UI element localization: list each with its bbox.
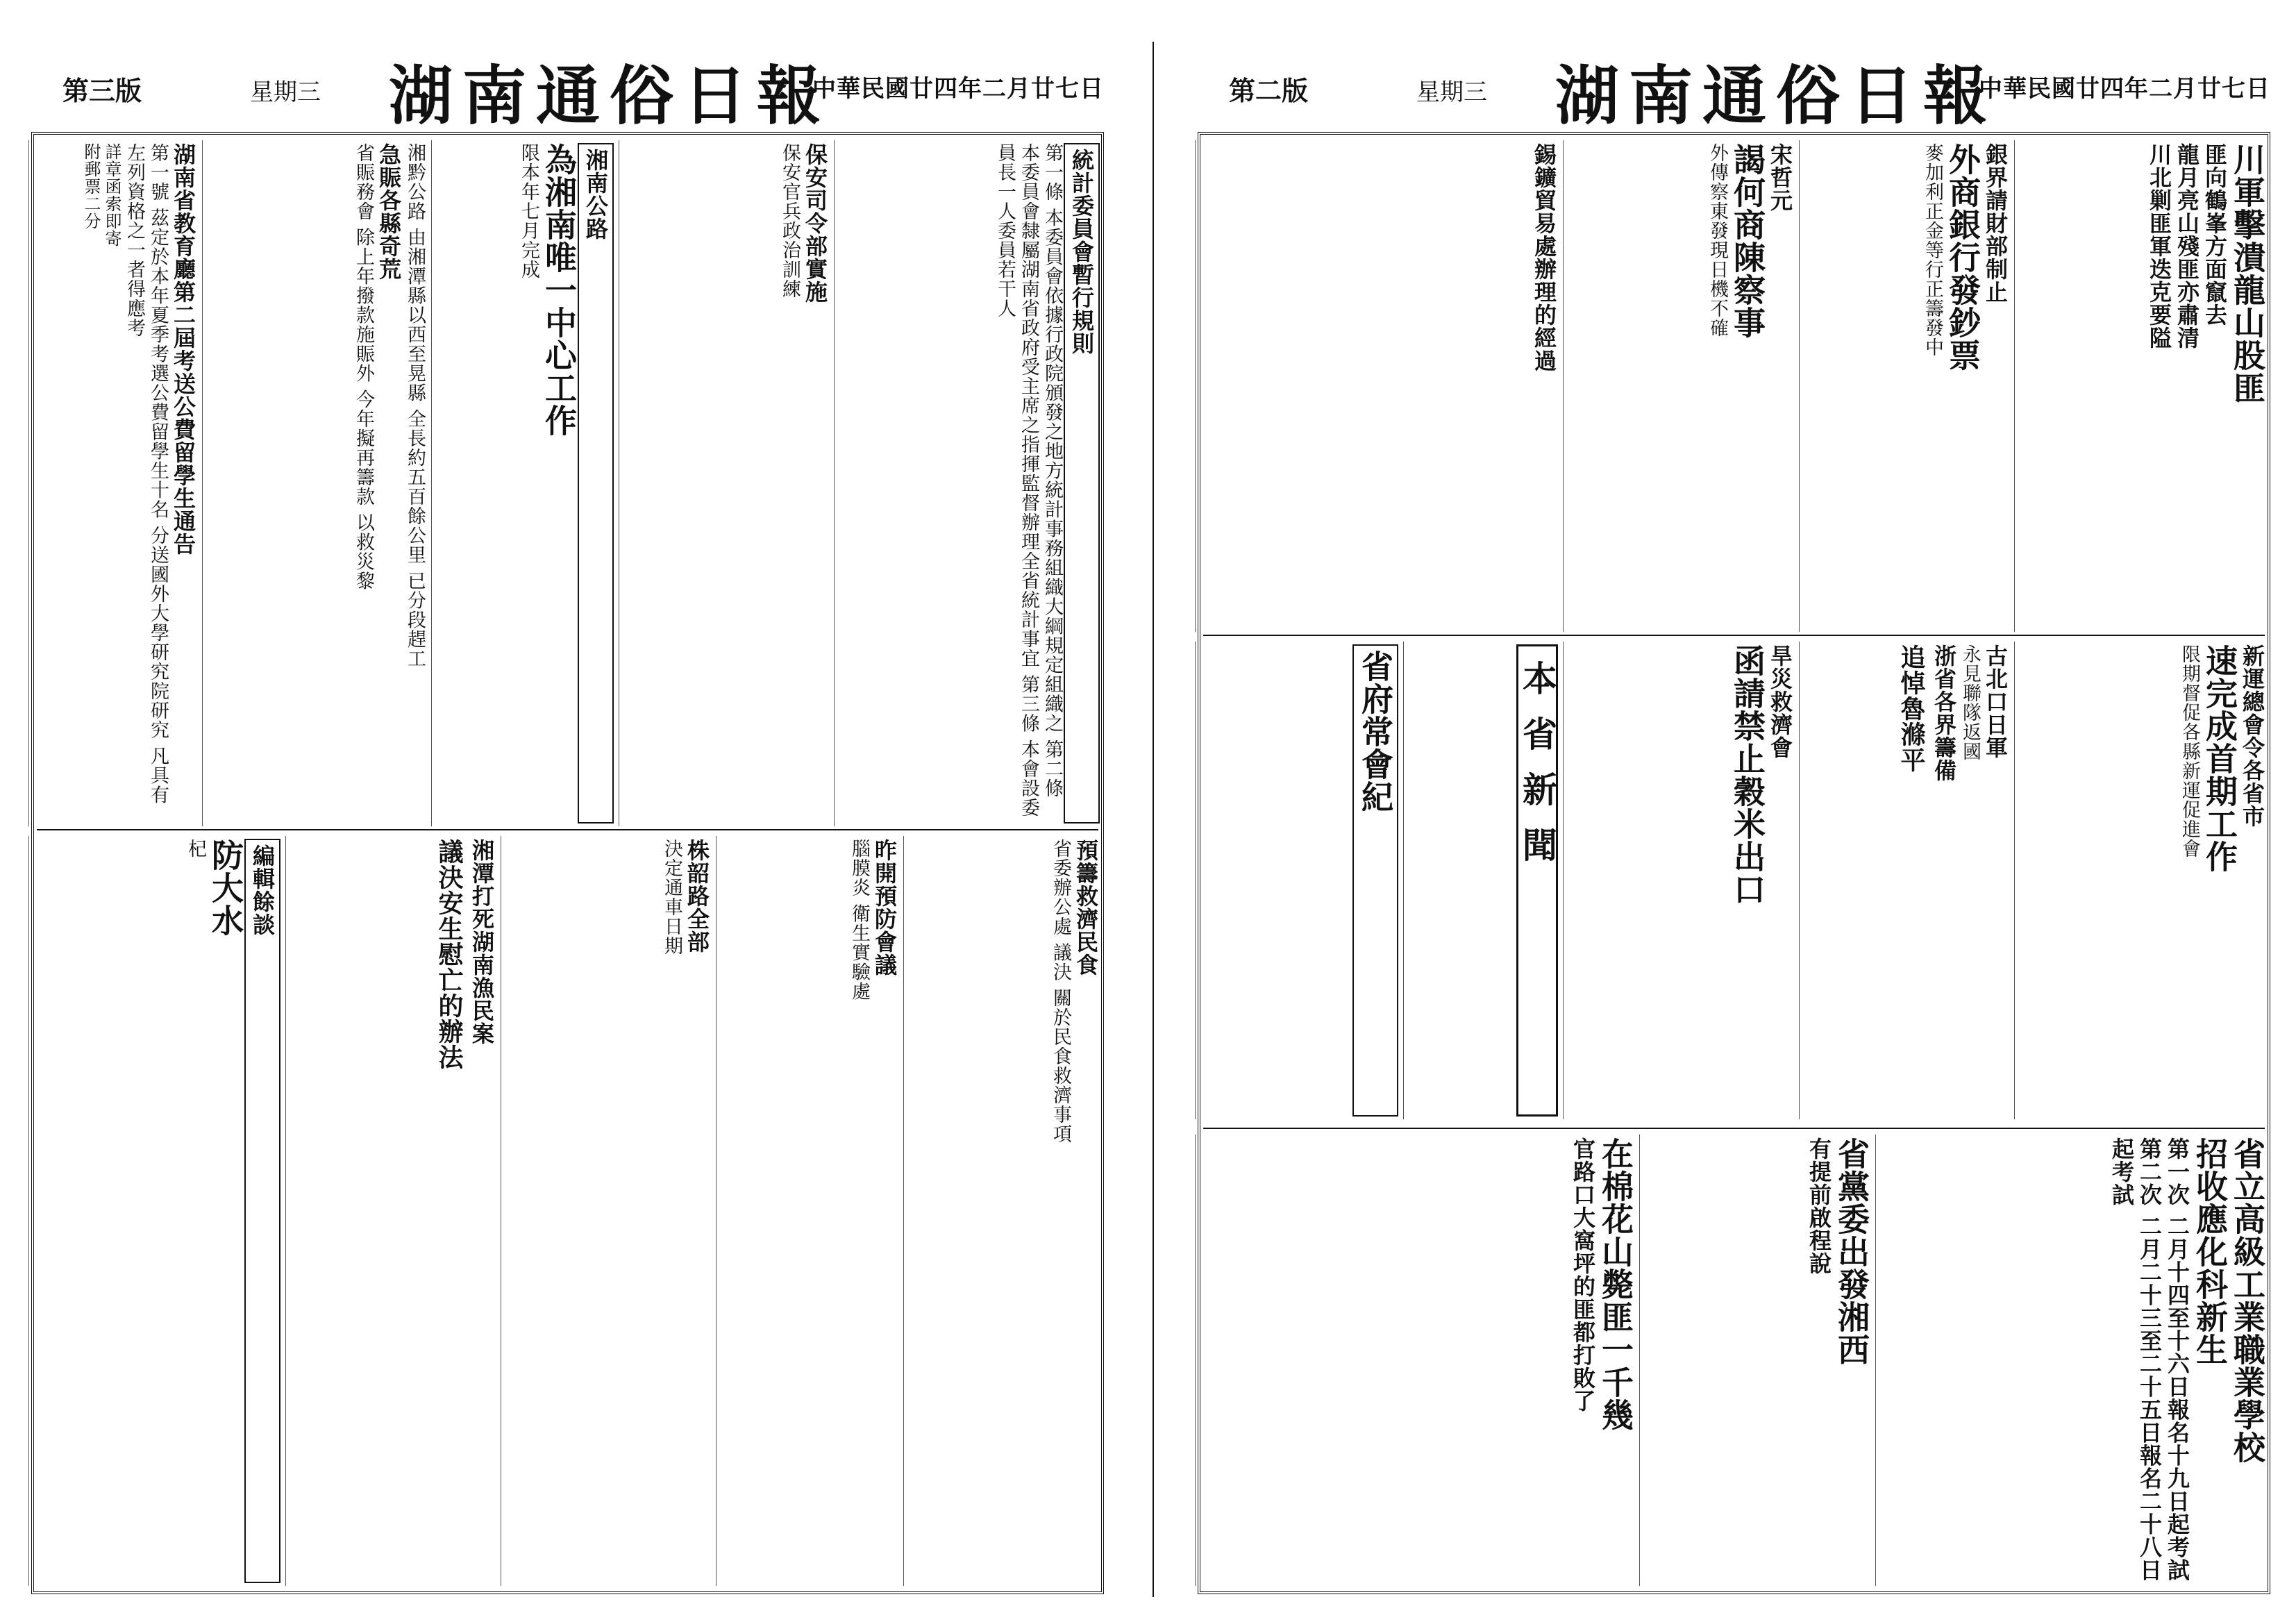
right-column-bandits bbox=[2014, 140, 2268, 632]
hills-title: 在棉花山斃匪一千幾 bbox=[1597, 1137, 1634, 1431]
regulations-title: 統計委員會暫行規則 bbox=[1064, 143, 1100, 823]
left-edition-label: 第三版 bbox=[62, 75, 142, 106]
right-column-movement bbox=[2014, 642, 2268, 1119]
left-column-regulations bbox=[834, 140, 1101, 826]
left-column-security bbox=[619, 140, 830, 826]
movement-title: 新運總會令各省市 bbox=[2239, 644, 2265, 828]
left-weekday: 星期三 bbox=[250, 78, 321, 106]
right-weekday: 星期三 bbox=[1416, 78, 1487, 106]
bandits-sub3: 川北剿匪軍迭克要隘 bbox=[2146, 143, 2172, 349]
right-column-song bbox=[1563, 140, 1795, 632]
song-body: 外傳察東發現日機不確 bbox=[1707, 143, 1728, 337]
hills-body: 官路口大窩坪的匪都打敗了 bbox=[1570, 1137, 1596, 1412]
bandits-sub1: 匪向鶴峯方面竄去 bbox=[2202, 143, 2228, 326]
left-masthead bbox=[35, 42, 1104, 133]
meeting-title: 昨開預防會議 bbox=[871, 839, 898, 976]
zhejiang-body: 追悼魯滌平 bbox=[1897, 644, 1926, 773]
railway-body: 限本年七月完成 bbox=[518, 143, 539, 279]
left-content-frame bbox=[31, 132, 1104, 1594]
right-column-party bbox=[1639, 1135, 1872, 1586]
banks-body: 麥加利正金等行正籌發中 bbox=[1922, 143, 1943, 357]
railway-title: 湘南公路 bbox=[578, 143, 614, 823]
right-column-local bbox=[1195, 140, 1559, 632]
page-gutter bbox=[1153, 42, 1154, 1597]
right-column-council bbox=[1195, 642, 1400, 1119]
security-title: 保安司令部實施 bbox=[802, 143, 828, 303]
left-column-meeting bbox=[716, 836, 900, 1586]
banks-title: 外商銀行發鈔票 bbox=[1944, 143, 1981, 371]
right-column-banks bbox=[1799, 140, 2011, 632]
school-line2: 第二次 二月二十三至二十五日報名二十八日起考試 bbox=[2109, 1137, 2163, 1582]
school-sub: 招收應化科新生 bbox=[2191, 1137, 2229, 1366]
right-content-frame bbox=[1198, 132, 2270, 1594]
left-column-fishermen bbox=[285, 836, 497, 1586]
right-divider-1 bbox=[1203, 635, 2265, 636]
relief-body: 省賑務會 除上年撥款施賑外 今年擬再籌款 以救災黎 bbox=[353, 143, 374, 591]
party-body: 有提前啟程說 bbox=[1806, 1137, 1832, 1275]
right-column-grain bbox=[1563, 642, 1795, 1119]
council-title: 省府常會紀 bbox=[1352, 644, 1398, 1117]
editorial-author: 杞 bbox=[185, 839, 206, 858]
ad-price: 附郵票二分 bbox=[81, 143, 101, 230]
right-column-school-ad bbox=[1875, 1135, 2268, 1586]
movement-sub: 速完成首期工作 bbox=[2201, 644, 2238, 873]
left-newspaper-title: 湖南通俗日報 bbox=[389, 58, 831, 133]
editorial-title: 編輯餘談 bbox=[244, 839, 280, 1583]
local-news-label: 本省新聞 bbox=[1516, 644, 1558, 1117]
relief-title: 急賑各縣奇荒 bbox=[376, 143, 402, 281]
school-title: 省立高級工業職業學校 bbox=[2229, 1137, 2266, 1464]
central-body: 湘黔公路 由湘潭縣以西至晃縣 全長約五百餘公里 已分段趕工 bbox=[404, 143, 426, 669]
right-issue-date: 中華民國廿四年二月廿七日 bbox=[1979, 75, 2270, 103]
bandits-title: 川軍擊潰龍山股匪 bbox=[2229, 143, 2266, 404]
education-title: 湖南省教育廳第二屆考送公費留學生通告 bbox=[170, 143, 196, 555]
rail-body: 決定通車日期 bbox=[661, 839, 682, 955]
left-column-relief2 bbox=[903, 836, 1101, 1586]
right-newspaper-title: 湖南通俗日報 bbox=[1555, 58, 1997, 133]
right-newspaper-page bbox=[1173, 21, 2284, 1601]
left-column-editorial bbox=[28, 836, 282, 1586]
banks-sub: 銀界請財部制止 bbox=[1982, 143, 2009, 303]
bandits-sub2: 龍月亮山殘匪亦肅清 bbox=[2174, 143, 2200, 349]
editorial-subtitle: 防大水 bbox=[207, 839, 244, 937]
relief2-body: 省委辦公處 議決 關於民食救濟事項 bbox=[1050, 839, 1071, 1144]
left-column-rail bbox=[501, 836, 712, 1586]
left-column-education bbox=[28, 140, 199, 826]
zhejiang-title: 浙省各界籌備 bbox=[1931, 644, 1957, 782]
meeting-body: 腦膜炎 衛生實驗處 bbox=[848, 839, 870, 1001]
regulations-body: 第一條 本委員會依據行政院頒發之地方統計事務組織大綱規定組織之 第二條 本委員會隸屬湖南省政府受主席之指揮監督辦理全省統計事宜 第三條 本會設委員長一人委員若干人 bbox=[994, 143, 1063, 818]
japan-body: 永見聯隊返國 bbox=[1959, 644, 1981, 761]
left-column-central bbox=[202, 140, 428, 826]
right-column-hills bbox=[1195, 1135, 1636, 1586]
central-title: 為湘南唯一中心工作 bbox=[540, 143, 578, 437]
rail-title: 株韶路全部 bbox=[684, 839, 710, 953]
ad-label: 詳章函索即寄 bbox=[102, 143, 121, 247]
movement-body: 限期督促各縣新運促進會 bbox=[2179, 644, 2200, 858]
right-column-japan bbox=[1799, 642, 2011, 1119]
grain-sub: 旱災救濟會 bbox=[1767, 644, 1793, 759]
fishermen-title: 湘潭打死湖南漁民案 bbox=[469, 839, 495, 1045]
local-title: 錫鑛貿易處辦理的經過 bbox=[1531, 143, 1557, 372]
party-title: 省黨委出發湘西 bbox=[1833, 1137, 1870, 1366]
education-body: 第一號 茲定於本年夏季考選公費留學生十名 分送國外大學研究院研究 凡具有左列資格之一者得應考 bbox=[124, 143, 169, 805]
right-edition-label: 第二版 bbox=[1229, 75, 1309, 106]
fishermen-body: 議決安生慰亡的辦法 bbox=[435, 839, 464, 1070]
japan-title: 古北口日軍 bbox=[1982, 644, 2009, 759]
left-column-railway bbox=[431, 140, 615, 826]
school-line1: 第一次 二月十四至十六日報名十九日起考試 bbox=[2164, 1137, 2190, 1582]
relief2-title: 預籌救濟民食 bbox=[1073, 839, 1099, 976]
right-divider-2 bbox=[1203, 1128, 2265, 1129]
right-masthead bbox=[1201, 42, 2270, 133]
song-sub: 謁何商陳察事 bbox=[1729, 143, 1766, 339]
left-issue-date: 中華民國廿四年二月廿七日 bbox=[812, 75, 1104, 103]
right-column-label bbox=[1403, 642, 1559, 1119]
left-divider bbox=[37, 829, 1098, 830]
song-title: 宋哲元 bbox=[1767, 143, 1793, 212]
grain-title: 函請禁止穀米出口 bbox=[1729, 644, 1766, 905]
left-newspaper-page bbox=[7, 21, 1118, 1601]
security-body: 保安官兵政治訓練 bbox=[779, 143, 801, 299]
